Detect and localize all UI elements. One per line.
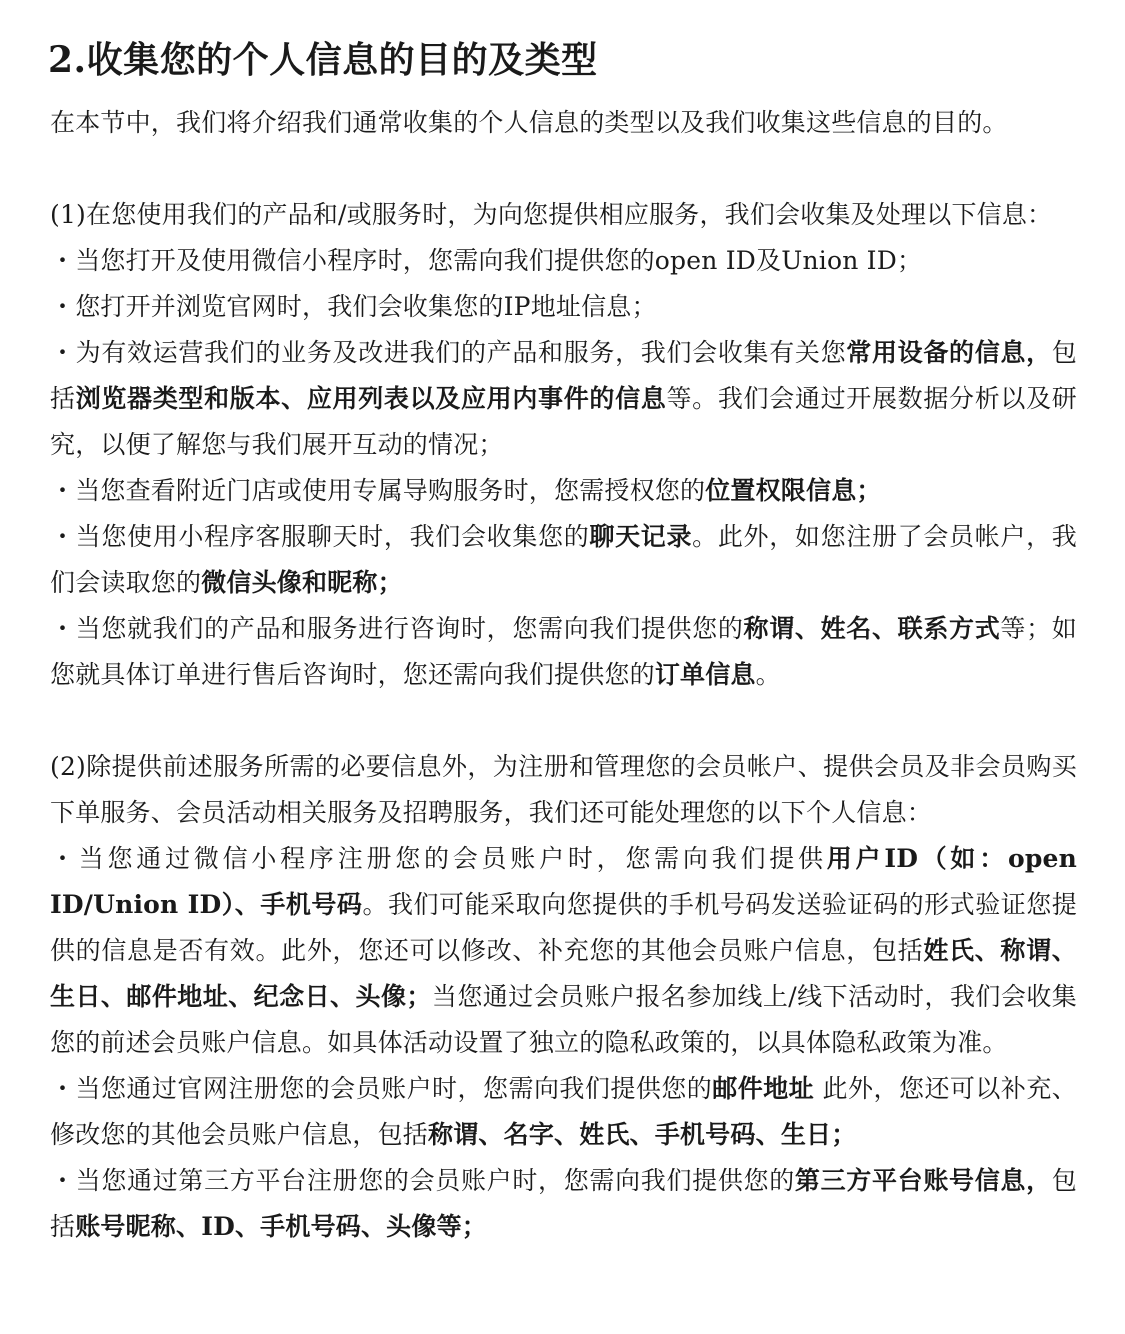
item-text: ・当您通过微信小程序注册您的会员账户时，您需向我们提供 — [50, 844, 827, 873]
item-text: 此外，您还可以补充、修改您的其他会员账户信息，包括 — [50, 1074, 1077, 1149]
bold-term: 微信头像和昵称； — [201, 568, 403, 597]
bold-term: 第三方平台账号信息， — [794, 1166, 1052, 1195]
item-text: 。此外，如您注册了会员帐户，我们会读取您的 — [50, 522, 1077, 597]
section1-item-chat — [50, 514, 1077, 606]
bold-term: 订单信息 — [654, 660, 756, 689]
bold-term: 位置权限信息； — [705, 476, 882, 505]
spacer — [50, 698, 1077, 744]
bold-term: 账号昵称、ID、手机号码、头像等； — [75, 1212, 487, 1241]
section2-item-website — [50, 1066, 1077, 1158]
bold-term: 用户ID（如：open ID/Union ID）、手机号码 — [50, 844, 1078, 919]
item-text: ・为有效运营我们的业务及改进我们的产品和服务，我们会收集有关您 — [50, 338, 847, 367]
item-text: ・当您通过第三方平台注册您的会员账户时，您需向我们提供您的 — [50, 1166, 795, 1195]
item-text: 包括 — [50, 1166, 1077, 1241]
section1-item-location — [50, 468, 1077, 514]
item-text: 。我们可能采取向您提供的手机号码发送验证码的形式验证您提供的信息是否有效。此外，您还可以修改、补充您的其他会员账户信息，包括 — [50, 890, 1078, 965]
section2-lead: (2)除提供前述服务所需的必要信息外，为注册和管理您的会员帐户、提供会员及非会员购买下单服务、会员活动相关服务及招聘服务，我们还可能处理您的以下个人信息： — [50, 752, 1077, 827]
item-text: 包括 — [50, 338, 1077, 413]
bold-term: 姓氏、称谓、生日、邮件地址、纪念日、头像； — [50, 936, 1077, 1011]
bold-term: 称谓、姓名、联系方式 — [743, 614, 1001, 643]
item-text: 当您通过会员账户报名参加线上/线下活动时，我们会收集您的前述会员账户信息。如具体活动设置了独立的隐私政策的，以具体隐私政策为准。 — [50, 982, 1077, 1057]
intro-paragraph: 在本节中，我们将介绍我们通常收集的个人信息的类型以及我们收集这些信息的目的。 — [50, 108, 1008, 137]
bold-term: 称谓、名字、姓氏、手机号码、生日； — [428, 1120, 857, 1149]
item-text: ・当您就我们的产品和服务进行咨询时，您需向我们提供您的 — [50, 614, 744, 643]
spacer — [50, 146, 1077, 192]
item-text: ・当您查看附近门店或使用专属导购服务时，您需授权您的 — [50, 476, 706, 505]
section1-item-consult — [50, 606, 1077, 698]
bold-term: 浏览器类型和版本、应用列表以及应用内事件的信息 — [75, 384, 667, 413]
section-title: 2.收集您的个人信息的目的及类型 — [48, 39, 598, 81]
section2-item-miniprogram — [50, 836, 1077, 1066]
section2-item-third-party — [50, 1158, 1077, 1250]
section1-item-device — [50, 330, 1077, 468]
bold-term: 常用设备的信息， — [846, 338, 1052, 367]
bold-term: 聊天记录 — [589, 522, 693, 551]
item-text: 。 — [755, 660, 781, 689]
section1-item-open-id: ・当您打开及使用微信小程序时，您需向我们提供您的open ID及Union ID； — [50, 246, 923, 275]
item-text: 等；如您就具体订单进行售后咨询时，您还需向我们提供您的 — [50, 614, 1077, 689]
section1-item-ip: ・您打开并浏览官网时，我们会收集您的IP地址信息； — [50, 292, 657, 321]
item-text: ・当您通过官网注册您的会员账户时，您需向我们提供您的 — [50, 1074, 713, 1103]
item-text: 等。我们会通过开展数据分析以及研究，以便了解您与我们展开互动的情况； — [50, 384, 1078, 459]
section1-lead: (1)在您使用我们的产品和/或服务时，为向您提供相应服务，我们会收集及处理以下信息： — [50, 200, 1053, 229]
bold-term: 邮件地址 — [712, 1074, 815, 1103]
item-text: ・当您使用小程序客服聊天时，我们会收集您的 — [50, 522, 590, 551]
